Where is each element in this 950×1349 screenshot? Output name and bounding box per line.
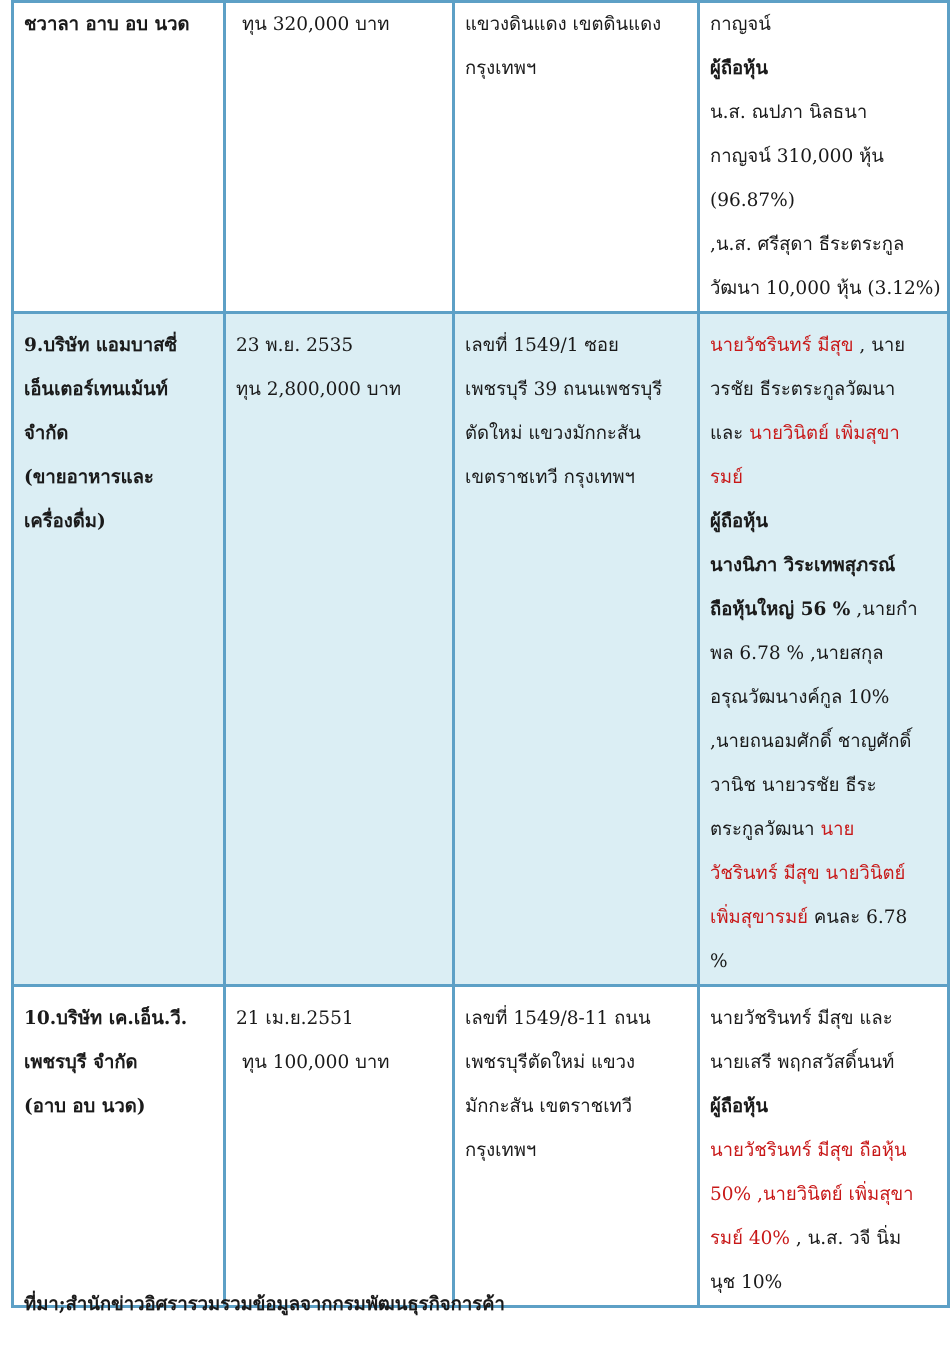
capital: ทุน 2,800,000 บาท [236, 379, 402, 400]
shareholder-heading: ผู้ถือหุ้น [710, 1096, 768, 1117]
address-line: เพชรบุรี 39 ถนนเพชรบุรี [465, 379, 663, 400]
table-row [13, 986, 949, 1307]
business-type: (ขายอาหารและ [24, 467, 154, 488]
address-line: มักกะสัน เขตราชเทวี [465, 1096, 633, 1117]
business-type: (อาบ อบ นวด) [24, 1096, 146, 1117]
company-name: จำกัด [24, 423, 69, 444]
highlighted-name: เพิ่มสุขารมย์ [710, 907, 809, 928]
shareholder-heading: ผู้ถือหุ้น [710, 511, 768, 532]
address-cell [454, 313, 699, 986]
shareholder-heading: ผู้ถือหุ้น [710, 58, 768, 79]
text-fragment: , นาย [853, 335, 906, 356]
person-line [710, 808, 941, 852]
person-line [710, 588, 941, 632]
address-line: ตัดใหม่ แขวงมักกะสัน [465, 423, 641, 444]
person-line [710, 324, 941, 368]
person-line [710, 896, 941, 940]
company-cell [13, 313, 225, 986]
address-line: เลขที่ 1549/8-11 ถนน [465, 1008, 651, 1029]
address-line: เลขที่ 1549/1 ซอย [465, 335, 619, 356]
person-line: นายวัชรินทร์ มีสุข และ [710, 1008, 893, 1029]
business-type: เครื่องดื่ม) [24, 511, 106, 532]
address-line: แขวงดินแดง เขตดินแดง [465, 14, 662, 35]
table-row [13, 313, 949, 986]
registration-cell [225, 313, 454, 986]
major-shareholder: นางนิภา วิระเทพสุภรณ์ [710, 555, 896, 576]
address-line: เขตราชเทวี กรุงเทพฯ [465, 467, 635, 488]
person-line: (96.87%) [710, 190, 795, 211]
registration-cell [225, 2, 454, 313]
person-line [710, 412, 941, 456]
highlighted-name: นายวัชรินทร์ มีสุข [710, 335, 854, 356]
person-line: พล 6.78 % ,นายสกุล [710, 643, 884, 664]
company-cell [13, 2, 225, 313]
highlighted-name: รมย์ [710, 467, 743, 488]
company-name: 9.บริษัท แอมบาสซี่ [24, 335, 178, 356]
table-row [13, 2, 949, 313]
address-line: เพชรบุรีตัดใหม่ แขวง [465, 1052, 636, 1073]
address-line: กรุงเทพฯ [465, 58, 537, 79]
person-line: อรุณวัฒนางค์กูล 10% [710, 687, 890, 708]
person-line: ,นายถนอมศักดิ์ ชาญศักดิ์ [710, 731, 912, 752]
person-line: กาญจน์ [710, 14, 771, 35]
people-cell [699, 986, 949, 1307]
company-name: เพชรบุรี จำกัด [24, 1052, 138, 1073]
address-cell [454, 2, 699, 313]
highlighted-name: นาย [820, 819, 855, 840]
registration-date: 21 เม.ย.2551 [236, 1008, 354, 1029]
address-line: กรุงเทพฯ [465, 1140, 537, 1161]
highlighted-name: นายวัชรินทร์ มีสุข ถือหุ้น [710, 1140, 907, 1161]
people-cell [699, 313, 949, 986]
source-note: ที่มา;สำนักข่าวอิศรารวมรวมข้อมูลจากกรมพัฒนธุรกิจการค้า [24, 1294, 505, 1315]
text-fragment: คนละ 6.78 [808, 907, 908, 928]
company-name: เอ็นเตอร์เทนเม้นท์ [24, 379, 168, 400]
text-fragment: ตระกูลวัฒนา [710, 819, 821, 840]
address-cell [454, 986, 699, 1307]
highlighted-name: รมย์ 40% [710, 1228, 790, 1249]
highlighted-name: นายวินิตย์ เพิ่มสุขา [749, 423, 900, 444]
person-line: วานิช นายวรชัย ธีระ [710, 775, 877, 796]
text-fragment: , น.ส. วจี นิ่ม [789, 1228, 902, 1249]
capital: ทุน 100,000 บาท [242, 1052, 390, 1073]
company-table [11, 0, 950, 1308]
person-line: วรชัย ธีระตระกูลวัฒนา [710, 379, 896, 400]
person-line: นายเสรี พฤกสวัสดิ์นนท์ [710, 1052, 895, 1073]
capital: ทุน 320,000 บาท [242, 14, 390, 35]
highlighted-name: วัชรินทร์ มีสุข นายวินิตย์ [710, 863, 906, 884]
text-fragment: ,นายกำ [850, 599, 918, 620]
person-line: กาญจน์ 310,000 หุ้น [710, 146, 884, 167]
registration-cell [225, 986, 454, 1307]
text-fragment: และ [710, 423, 750, 444]
major-share: ถือหุ้นใหญ่ 56 % [710, 599, 851, 620]
registration-date: 23 พ.ย. 2535 [236, 335, 354, 356]
person-line: ,น.ส. ศรีสุดา ธีระตระกูล [710, 234, 905, 255]
company-name: ชวาลา อาบ อบ นวด [24, 14, 190, 35]
highlighted-name: 50% ,นายวินิตย์ เพิ่มสุขา [710, 1184, 914, 1205]
company-name: 10.บริษัท เค.เอ็น.วี. [24, 1008, 188, 1029]
person-line [710, 1217, 941, 1261]
person-line: % [710, 951, 728, 972]
person-line: วัฒนา 10,000 หุ้น (3.12%) [710, 278, 941, 299]
person-line: นุช 10% [710, 1272, 783, 1293]
people-cell [699, 2, 949, 313]
company-cell [13, 986, 225, 1307]
person-line: น.ส. ณปภา นิลธนา [710, 102, 868, 123]
